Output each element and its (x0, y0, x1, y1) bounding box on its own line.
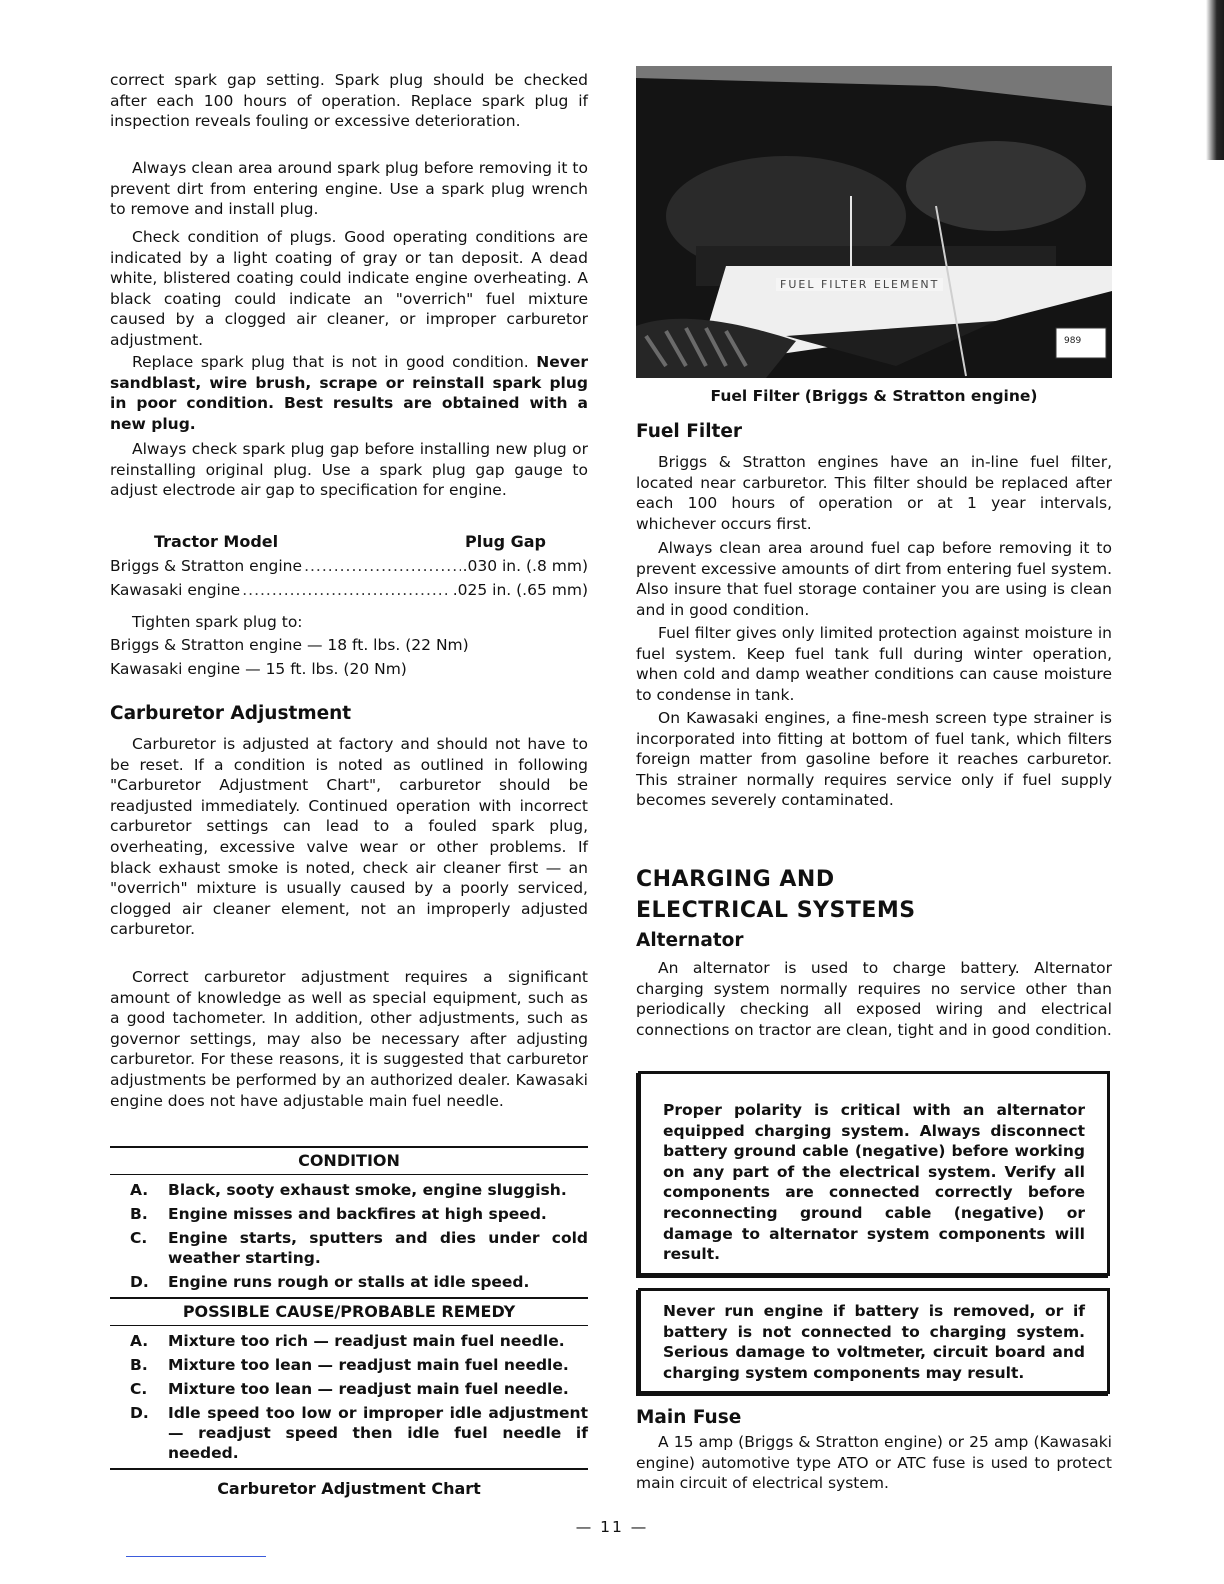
chart-condition-header: CONDITION (298, 1151, 400, 1170)
fuel-filter-para-3: Fuel filter gives only limited protection against moisture in fuel system. Keep fuel tank full during winter operation, when cold and damp weather conditions can cause moisture to condense in tank. (636, 624, 1112, 704)
plug-gap-table (110, 530, 588, 602)
alternator-para: An alternator is used to charge battery. Alternator charging system normally requires no service other than periodically checking all exposed wiring and electrical connections on tractor are clean, tight and in good condition. (636, 959, 1112, 1039)
photo-code: 989 (1064, 336, 1082, 346)
gap-table-header-model: Tractor Model (154, 532, 279, 551)
gap-row-model: Kawasaki engine (110, 581, 241, 599)
spark-plug-para-4 (110, 352, 588, 434)
carburetor-para-1: Carburetor is adjusted at factory and should not have to be reset. If a condition is noted as outlined in following "Carburetor Adjustment Chart", carburetor should be readjusted immediately. Continued operation with incorrect carburetor settings can lead to a fouled spark plug, overheating, excessive valve wear or other problems. If black exhaust smoke is noted, check air cleaner first — an "overrich" mixture is usually caused by a poorly serviced, clogged air cleaner element, not an improperly adjusted carburetor. (110, 735, 588, 939)
spark-plug-para-5: Always check spark plug gap before installing new plug or reinstalling original plug. Use a spark plug gap gauge to adjust electrode air gap to specification for engine. (110, 440, 588, 500)
chart-rule (110, 1174, 588, 1175)
chart-remedy-header: POSSIBLE CAUSE/PROBABLE REMEDY (182, 1302, 516, 1321)
row-text: Mixture too lean — readjust main fuel needle. (168, 1380, 569, 1398)
chart-condition-row (110, 1226, 588, 1270)
chart-condition-row (110, 1202, 588, 1226)
section-title-line-2: ELECTRICAL SYSTEMS (636, 898, 916, 923)
spark-plug-para-2: Always clean area around spark plug before removing it to prevent dirt from entering engine. Use a spark plug wrench to remove and install plug. (110, 159, 588, 219)
spark-plug-para-1: correct spark gap setting. Spark plug should be checked after each 100 hours of operation. Replace spark plug if inspection reveals fouling or excessive deterioration. (110, 71, 588, 131)
chart-remedy-row (110, 1329, 588, 1353)
chart-rule (110, 1468, 588, 1470)
carburetor-heading: Carburetor Adjustment (110, 703, 352, 724)
row-text: Idle speed too low or improper idle adjustment — readjust speed then idle fuel needle if needed. (168, 1404, 588, 1462)
chart-remedy-row (110, 1377, 588, 1401)
fuel-filter-para-2: Always clean area around fuel cap before removing it to prevent excessive amounts of dirt from entering fuel system. Also insure that fuel storage container you are using is clean and in good condition. (636, 539, 1112, 619)
battery-warning-text: Never run engine if battery is removed, or if battery is not connected to charging system. Serious damage to voltmeter, circuit board and charging system components may result. (663, 1302, 1085, 1382)
battery-warning-box (638, 1288, 1110, 1394)
row-letter: B. (130, 1205, 148, 1223)
scan-edge-mark (1206, 0, 1224, 160)
row-letter: D. (130, 1404, 149, 1422)
photo-caption: Fuel Filter (Briggs & Stratton engine) (710, 387, 1038, 405)
gap-table-row (110, 554, 588, 578)
row-letter: D. (130, 1273, 149, 1291)
leader-dots (242, 578, 450, 602)
spark-plug-warning-text: Never sandblast, wire brush, scrape or reinstall spark plug in poor condition. Best results are obtained with a new plug. (110, 353, 588, 433)
row-letter: B. (130, 1356, 148, 1374)
torque-intro: Tighten spark plug to: (132, 613, 303, 631)
row-text: Engine starts, sputters and dies under cold weather starting. (168, 1229, 588, 1267)
row-letter: C. (130, 1380, 148, 1398)
leader-dots (304, 554, 461, 578)
fuel-filter-para-4: On Kawasaki engines, a fine-mesh screen type strainer is incorporated into fitting at bottom of fuel tank, which filters foreign matter from gasoline before it reaches carburetor. This strainer normally requires service only if fuel supply becomes severely contaminated. (636, 709, 1112, 810)
page-number: — 11 — (575, 1518, 649, 1536)
photo-callout-label: FUEL FILTER ELEMENT (776, 278, 943, 291)
section-title-line-1: CHARGING AND (636, 867, 835, 892)
row-letter: C. (130, 1229, 148, 1247)
spark-plug-para-3: Check condition of plugs. Good operating conditions are indicated by a light coating of gray or tan deposit. A dead white, blistered coating could indicate engine overheating. A black coating could indicate an "overrich" fuel mixture caused by a clogged air cleaner, or improper carburetor adjustment. (110, 228, 588, 349)
row-text: Mixture too rich — readjust main fuel needle. (168, 1332, 565, 1350)
row-text: Black, sooty exhaust smoke, engine sluggish. (168, 1181, 567, 1199)
torque-briggs: Briggs & Stratton engine — 18 ft. lbs. (22 Nm) (110, 636, 469, 654)
row-letter: A. (130, 1181, 149, 1199)
main-fuse-heading: Main Fuse (636, 1407, 742, 1428)
torque-kawasaki: Kawasaki engine — 15 ft. lbs. (20 Nm) (110, 660, 407, 678)
gap-row-value: .025 in. (.65 mm) (452, 581, 588, 599)
row-text: Mixture too lean — readjust main fuel needle. (168, 1356, 569, 1374)
row-text: Engine misses and backfires at high speed. (168, 1205, 547, 1223)
fuel-filter-para-1: Briggs & Stratton engines have an in-line fuel filter, located near carburetor. This filter should be replaced after each 100 hours of operation or at 1 year intervals, whichever occurs first. (636, 453, 1112, 533)
main-fuse-para: A 15 amp (Briggs & Stratton engine) or 25 amp (Kawasaki engine) automotive type ATO or ATC fuse is used to protect main circuit of electrical system. (636, 1433, 1112, 1493)
alternator-heading: Alternator (636, 930, 744, 951)
chart-caption: Carburetor Adjustment Chart (217, 1479, 481, 1498)
polarity-warning-box (638, 1071, 1110, 1276)
chart-remedy-row (110, 1401, 588, 1465)
gap-table-header-gap: Plug Gap (464, 532, 546, 551)
carburetor-para-2: Correct carburetor adjustment requires a significant amount of knowledge as well as special equipment, such as a good tachometer. In addition, other adjustments, such as governor settings, may also be necessary after adjusting carburetor. For these reasons, it is suggested that carburetor adjustments be performed by an authorized dealer. Kawasaki engine does not have adjustable main fuel needle. (110, 968, 588, 1110)
fuel-filter-heading: Fuel Filter (636, 421, 743, 442)
carburetor-adjustment-chart (110, 1146, 588, 1498)
chart-condition-row (110, 1270, 588, 1294)
polarity-warning-text: Proper polarity is critical with an alternator equipped charging system. Always disconnect battery ground cable (negative) before working on any part of the electrical system. Verify all components are connected correctly before reconnecting ground cable (negative) or damage to alternator system components will result. (663, 1101, 1085, 1264)
row-letter: A. (130, 1332, 149, 1350)
chart-remedy-row (110, 1353, 588, 1377)
gap-row-model: Briggs & Stratton engine (110, 557, 303, 575)
fuel-filter-photo (636, 66, 1112, 378)
spark-plug-para-4-normal: Replace spark plug that is not in good condition. (132, 353, 529, 371)
engine-photo-illustration (636, 66, 1112, 378)
chart-condition-row (110, 1178, 588, 1202)
row-text: Engine runs rough or stalls at idle speed. (168, 1273, 530, 1291)
chart-rule (110, 1325, 588, 1326)
gap-table-row (110, 578, 588, 602)
gap-row-value: .030 in. (.8 mm) (462, 557, 588, 575)
blue-underline (126, 1556, 266, 1557)
